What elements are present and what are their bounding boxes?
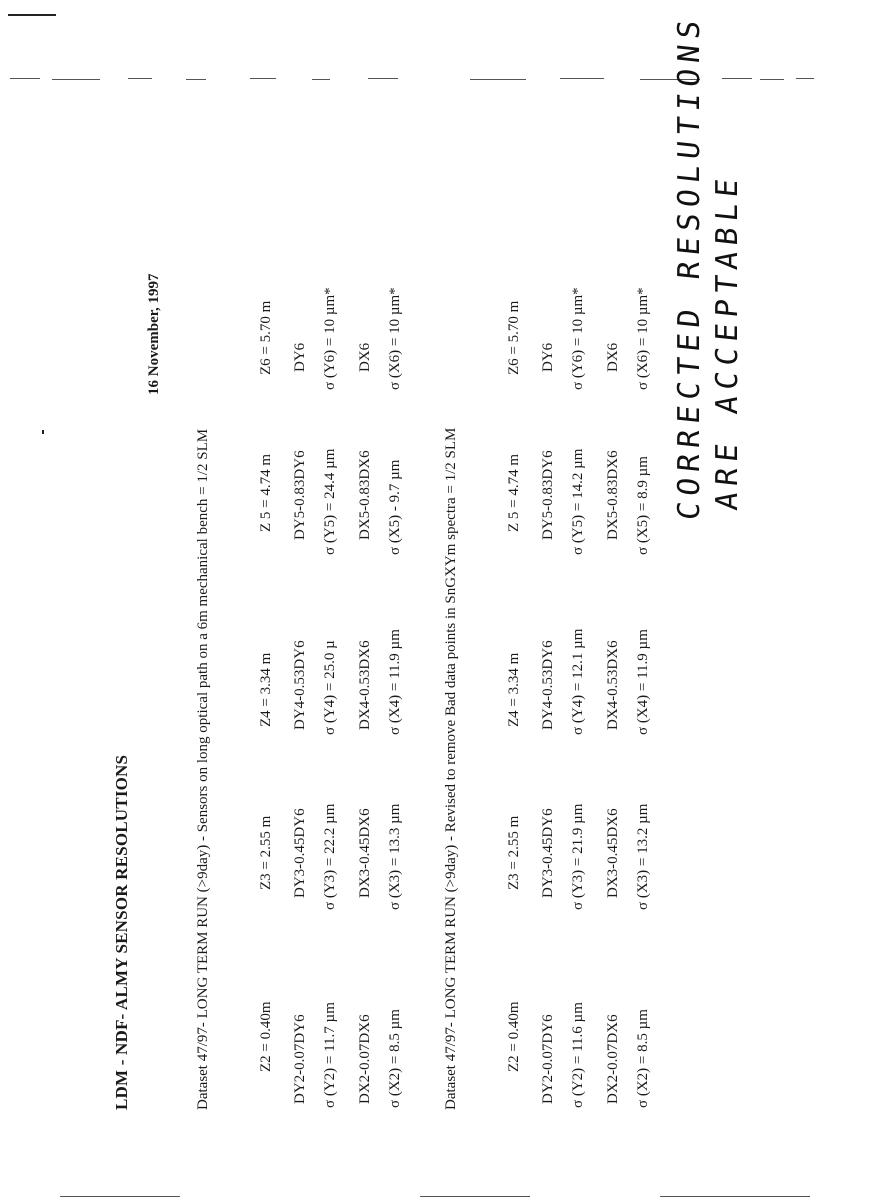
dataset-1-position: Z2 = 0.40m bbox=[258, 1001, 274, 1072]
handwritten-note-line1: CORRECTED RESOLUTIONS bbox=[672, 12, 707, 522]
dataset-2-dx-value: σ (X4) = 11.9 µm bbox=[635, 629, 651, 735]
dataset-1-dx-value: σ (X5) - 9.7 µm bbox=[387, 459, 403, 555]
document-date: 16 November, 1997 bbox=[146, 273, 162, 395]
scan-dash-line bbox=[60, 1196, 180, 1197]
dataset-2-dy-value: σ (Y3) = 21.9 µm bbox=[570, 803, 586, 910]
dataset-1-dy-label: DY4-0.53DY6 bbox=[292, 640, 308, 730]
dataset-1-dy-label: DY5-0.83DY6 bbox=[292, 450, 308, 540]
dataset-2-dy-value: σ (Y6) = 10 µm* bbox=[570, 287, 586, 390]
dataset-2-dy-value: σ (Y4) = 12.1 µm bbox=[570, 628, 586, 735]
dataset-1-position: Z3 = 2.55 m bbox=[258, 815, 274, 890]
dataset-2-dx-value: σ (X6) = 10 µm* bbox=[635, 287, 651, 390]
dataset-1-dy-value: σ (Y5) = 24.4 µm bbox=[322, 448, 338, 555]
scan-dash-line bbox=[10, 78, 40, 79]
dataset-1-dx-label: DX5-0.83DX6 bbox=[357, 450, 373, 540]
handwritten-note-line2: ARE ACCEPTABLE bbox=[710, 171, 745, 512]
dataset-1-position: Z6 = 5.70 m bbox=[258, 300, 274, 375]
dataset-2-dx-value: σ (X3) = 13.2 µm bbox=[635, 803, 651, 910]
dataset-1-heading: Dataset 47/97- LONG TERM RUN (>9day) - Sensors on long optical path on a 6m mechanical bench = 1/2 SLM bbox=[195, 428, 211, 1110]
dataset-2-dy-label: DY4-0.53DY6 bbox=[540, 640, 556, 730]
scan-dash-line bbox=[420, 1196, 530, 1197]
dataset-2-dy-value: σ (Y2) = 11.6 µm bbox=[570, 1002, 586, 1108]
dataset-2-dx-label: DX2-0.07DX6 bbox=[605, 1014, 621, 1104]
dataset-2-dx-label: DX4-0.53DX6 bbox=[605, 640, 621, 730]
dataset-2-dx-label: DX6 bbox=[605, 342, 621, 372]
dataset-2-dy-label: DY3-0.45DY6 bbox=[540, 808, 556, 898]
scan-corner-mark bbox=[8, 14, 56, 16]
dataset-1-dy-value: σ (Y6) = 10 µm* bbox=[322, 287, 338, 390]
dataset-1-position: Z 5 = 4.74 m bbox=[258, 453, 274, 532]
dataset-2-dy-label: DY6 bbox=[540, 342, 556, 372]
dataset-2-dy-label: DY5-0.83DY6 bbox=[540, 450, 556, 540]
scan-speck bbox=[42, 430, 44, 434]
dataset-1-dy-value: σ (Y2) = 11.7 µm bbox=[322, 1002, 338, 1108]
dataset-2-position: Z4 = 3.34 m bbox=[506, 652, 522, 727]
dataset-1-dy-label: DY6 bbox=[292, 342, 308, 372]
dataset-1-dx-value: σ (X3) = 13.3 µm bbox=[387, 803, 403, 910]
dataset-2-dx-label: DX5-0.83DX6 bbox=[605, 450, 621, 540]
dataset-2-dx-value: σ (X5) = 8.9 µm bbox=[635, 456, 651, 555]
scan-dash-line bbox=[660, 1196, 810, 1197]
dataset-1-dx-value: σ (X2) = 8.5 µm bbox=[387, 1009, 403, 1108]
dataset-1-dy-value: σ (Y4) = 25.0 µ bbox=[322, 640, 338, 735]
dataset-2-dy-label: DY2-0.07DY6 bbox=[540, 1014, 556, 1104]
dataset-2-position: Z6 = 5.70 m bbox=[506, 300, 522, 375]
dataset-1-dx-label: DX3-0.45DX6 bbox=[357, 808, 373, 898]
dataset-1-dx-label: DX4-0.53DX6 bbox=[357, 640, 373, 730]
dataset-1-dx-value: σ (X4) = 11.9 µm bbox=[387, 629, 403, 735]
document-title: LDM - NDF- ALMY SENSOR RESOLUTIONS bbox=[112, 754, 131, 1110]
dataset-1-dy-label: DY3-0.45DY6 bbox=[292, 808, 308, 898]
dataset-1-dx-label: DX6 bbox=[357, 342, 373, 372]
dataset-1-dy-value: σ (Y3) = 22.2 µm bbox=[322, 803, 338, 910]
dataset-2-heading: Dataset 47/97- LONG TERM RUN (>9day) - Revised to remove Bad data points in SnGXYm spectra = 1/2 SLM bbox=[443, 427, 459, 1110]
dataset-1-dx-value: σ (X6) = 10 µm* bbox=[387, 287, 403, 390]
dataset-2-dx-label: DX3-0.45DX6 bbox=[605, 808, 621, 898]
dataset-2-dx-value: σ (X2) = 8.5 µm bbox=[635, 1009, 651, 1108]
dataset-1-dx-label: DX2-0.07DX6 bbox=[357, 1014, 373, 1104]
dataset-2-position: Z 5 = 4.74 m bbox=[506, 453, 522, 532]
rotated-document bbox=[60, 0, 820, 1110]
dataset-1-position: Z4 = 3.34 m bbox=[258, 652, 274, 727]
dataset-2-position: Z2 = 0.40m bbox=[506, 1001, 522, 1072]
dataset-2-position: Z3 = 2.55 m bbox=[506, 815, 522, 890]
dataset-1-dy-label: DY2-0.07DY6 bbox=[292, 1014, 308, 1104]
dataset-2-dy-value: σ (Y5) = 14.2 µm bbox=[570, 448, 586, 555]
